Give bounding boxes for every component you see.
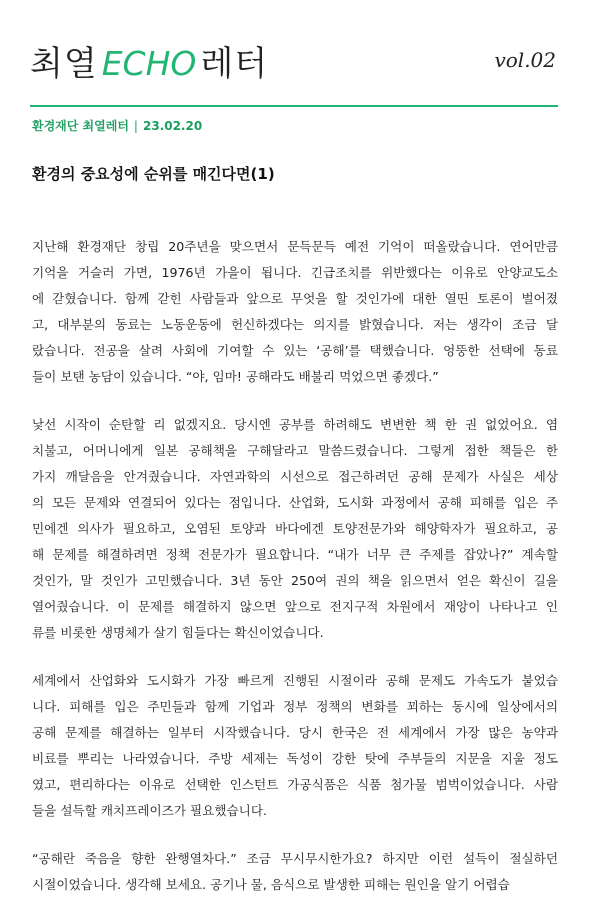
meta-separator: |: [133, 119, 138, 133]
header-divider: [30, 105, 558, 107]
article-paragraph: [32, 668, 558, 824]
paragraph-line: 기억을 거슬러 가면, 1976년 가을이 됩니다. 긴급조치를 위반했다는 이유로 안양교도소: [32, 265, 558, 280]
paragraph-line: 낯선 시작이 순탄할 리 없겠지요. 당시엔 공부를 하려해도 변변한 책 한 권 없었어요. 염: [32, 417, 558, 432]
article-body: [32, 234, 558, 920]
volume-number: vol.02: [494, 48, 556, 72]
paragraph-line: 가지 깨달음을 안겨줬습니다. 자연과학의 시선으로 접근하려던 공해 문제가 사실은 세상: [32, 469, 558, 484]
paragraph-line: 들이 보탠 농담이 있습니다. “야, 임마! 공해라도 배불리 먹었으면 좋겠다.”: [32, 369, 439, 384]
paragraph-line: 것인가, 말 것인가 고민했습니다. 3년 동안 250여 권의 책을 읽으면서 얻은 확신이 길을: [32, 573, 558, 588]
paragraph-line: 열어줬습니다. 이 문제를 해결하지 않으면 앞으로 전지구적 차원에서 재앙이 나타나고 인: [32, 599, 558, 614]
paragraph-line: 들을 설득할 캐치프레이즈가 필요했습니다.: [32, 803, 267, 818]
logo-highlight: ECHO: [101, 44, 197, 83]
paragraph-line: 고, 대부분의 동료는 노동운동에 헌신하겠다는 의지를 밝혔습니다. 저는 생각이 조금 달: [32, 317, 558, 332]
paragraph-line: 니다. 피해를 입은 주민들과 함께 기업과 정부 정책의 변화를 꾀하는 동시에 일상에서의: [32, 699, 558, 714]
paragraph-line: 치불고, 어머니에게 일본 공해책을 구해달라고 말씀드렸습니다. 그렇게 접한 책들은 한: [32, 443, 558, 458]
paragraph-line: 의 모든 문제와 연결되어 있다는 점입니다. 산업화, 도시화 과정에서 공해 피해를 입은 주: [32, 495, 558, 510]
paragraph-line: 류를 비롯한 생명체가 살기 힘들다는 확신이었습니다.: [32, 625, 324, 640]
publication-meta: [32, 117, 202, 134]
article-title: 환경의 중요성에 순위를 매긴다면(1): [32, 165, 275, 183]
paragraph-line: 시절이었습니다. 생각해 보세요. 공기나 물, 음식으로 발생한 피해는 원인을 알기 어렵습: [32, 877, 510, 892]
paragraph-line: 지난해 환경재단 창립 20주년을 맞으면서 문득문득 예전 기억이 떠올랐습니다. 연어만큼: [32, 239, 558, 254]
paragraph-line: 랐습니다. 전공을 살려 사회에 기여할 수 있는 ‘공해’를 택했습니다. 엉뚱한 선택에 동료: [32, 343, 558, 358]
paragraph-line: 세계에서 산업화와 도시화가 가장 빠르게 진행된 시절이라 공해 문제도 가속도가 붙었습: [32, 673, 558, 688]
publisher-name: 환경재단 최열레터: [32, 119, 129, 133]
article-paragraph: [32, 412, 558, 646]
publication-date: 23.02.20: [142, 119, 203, 133]
newsletter-logo: [30, 36, 268, 85]
paragraph-line: 였고, 편리하다는 이유로 선택한 인스턴트 가공식품은 식품 첨가물 범벅이었습니다. 사람: [32, 777, 558, 792]
paragraph-line: 해 문제를 해결하려면 정책 전문가가 필요합니다. “내가 너무 큰 주제를 잡았나?” 계속할: [32, 547, 558, 562]
paragraph-line: 공해 문제를 해결하는 일부터 시작했습니다. 당시 한국은 전 세계에서 가장 많은 농약과: [32, 725, 558, 740]
logo-prefix: 최열: [30, 44, 98, 84]
paragraph-line: 비료를 뿌리는 나라였습니다. 주방 세제는 독성이 강한 탓에 주부들의 지문을 지울 정도: [32, 751, 558, 766]
article-paragraph: [32, 846, 558, 898]
masthead: [30, 30, 560, 90]
logo-suffix: 레터: [200, 44, 269, 84]
paragraph-line: “공해란 죽음을 향한 완행열차다.” 조금 무시무시한가요? 하지만 이런 설득이 절실하던: [32, 851, 558, 866]
article-paragraph: [32, 234, 558, 390]
paragraph-line: 에 갇혔습니다. 함께 갇힌 사람들과 앞으로 무엇을 할 것인가에 대한 열띤 토론이 벌어졌: [32, 291, 558, 306]
paragraph-line: 민에겐 의사가 필요하고, 오염된 토양과 바다에겐 토양전문가와 해양학자가 필요하고, 공: [32, 521, 558, 536]
